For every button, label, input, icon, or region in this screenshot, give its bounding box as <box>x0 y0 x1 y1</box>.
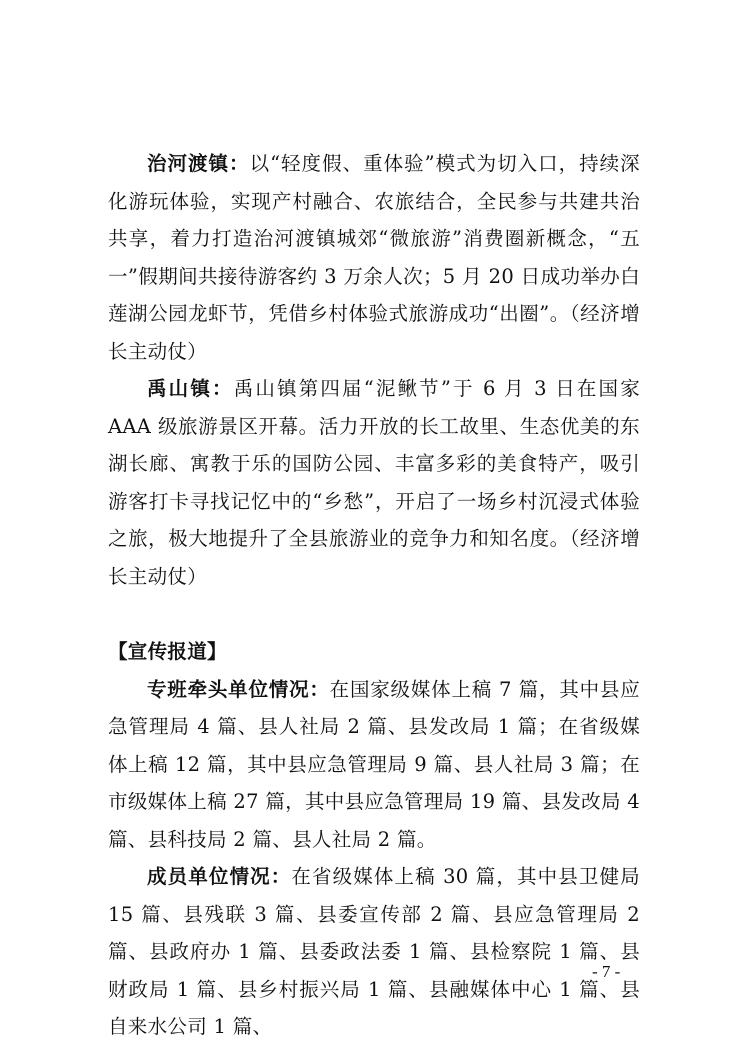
member-units-text: 在省级媒体上稿 30 篇，其中县卫健局 15 篇、县残联 3 篇、县委宣传部 2 篇、县应急管理局 2 篇、县政府办 1 篇、县委政法委 1 篇、县检察院 1 篇、县财政局 1 篇、县乡村振兴局 1 篇、县融媒体中心 1 篇、县自来水公司 1 篇、 <box>108 865 640 1038</box>
publicity-heading: 【宣传报道】 <box>108 640 227 663</box>
lead-units-label: 专班牵头单位情况： <box>147 677 330 701</box>
document-body <box>108 145 640 1046</box>
zhihedu-lead: 治河渡镇： <box>147 152 250 175</box>
paragraph-member-units <box>108 858 640 1046</box>
paragraph-zhihedu <box>108 145 640 370</box>
yushan-lead: 禹山镇： <box>147 377 234 400</box>
lead-units-text: 在国家级媒体上稿 7 篇，其中县应急管理局 4 篇、县人社局 2 篇、县发改局 1 篇；在省级媒体上稿 12 篇，其中县应急管理局 9 篇、县人社局 3 篇；在市级媒体上稿 27 篇，其中县应急管理局 19 篇、县发改局 4 篇、县科技局 2 篇、县人社局 2 篇。 <box>108 677 641 851</box>
page-number: - 7 - <box>592 962 621 981</box>
zhihedu-text: 以“轻度假、重体验”模式为切入口，持续深化游玩体验，实现产村融合、农旅结合，全民参与共建共治共享，着力打造治河渡镇城郊“微旅游”消费圈新概念，“五一”假期间共接待游客约 3 万余人次；5 月 20 日成功举办白莲湖公园龙虾节，凭借乡村体验式旅游成功“出圈”。（经济增长主动仗） <box>108 152 640 363</box>
paragraph-lead-units <box>108 671 640 859</box>
yushan-text: 禹山镇第四届“泥鳅节”于 6 月 3 日在国家 AAA 级旅游景区开幕。活力开放的长工故里、生态优美的东湖长廊、寓教于乐的国防公园、丰富多彩的美食特产，吸引游客打卡寻找记忆中的“乡愁”，开启了一场乡村沉浸式体验之旅，极大地提升了全县旅游业的竞争力和知名度。（经济增长主动仗） <box>108 377 641 588</box>
paragraph-yushan <box>108 370 640 595</box>
member-units-label: 成员单位情况： <box>147 865 292 888</box>
